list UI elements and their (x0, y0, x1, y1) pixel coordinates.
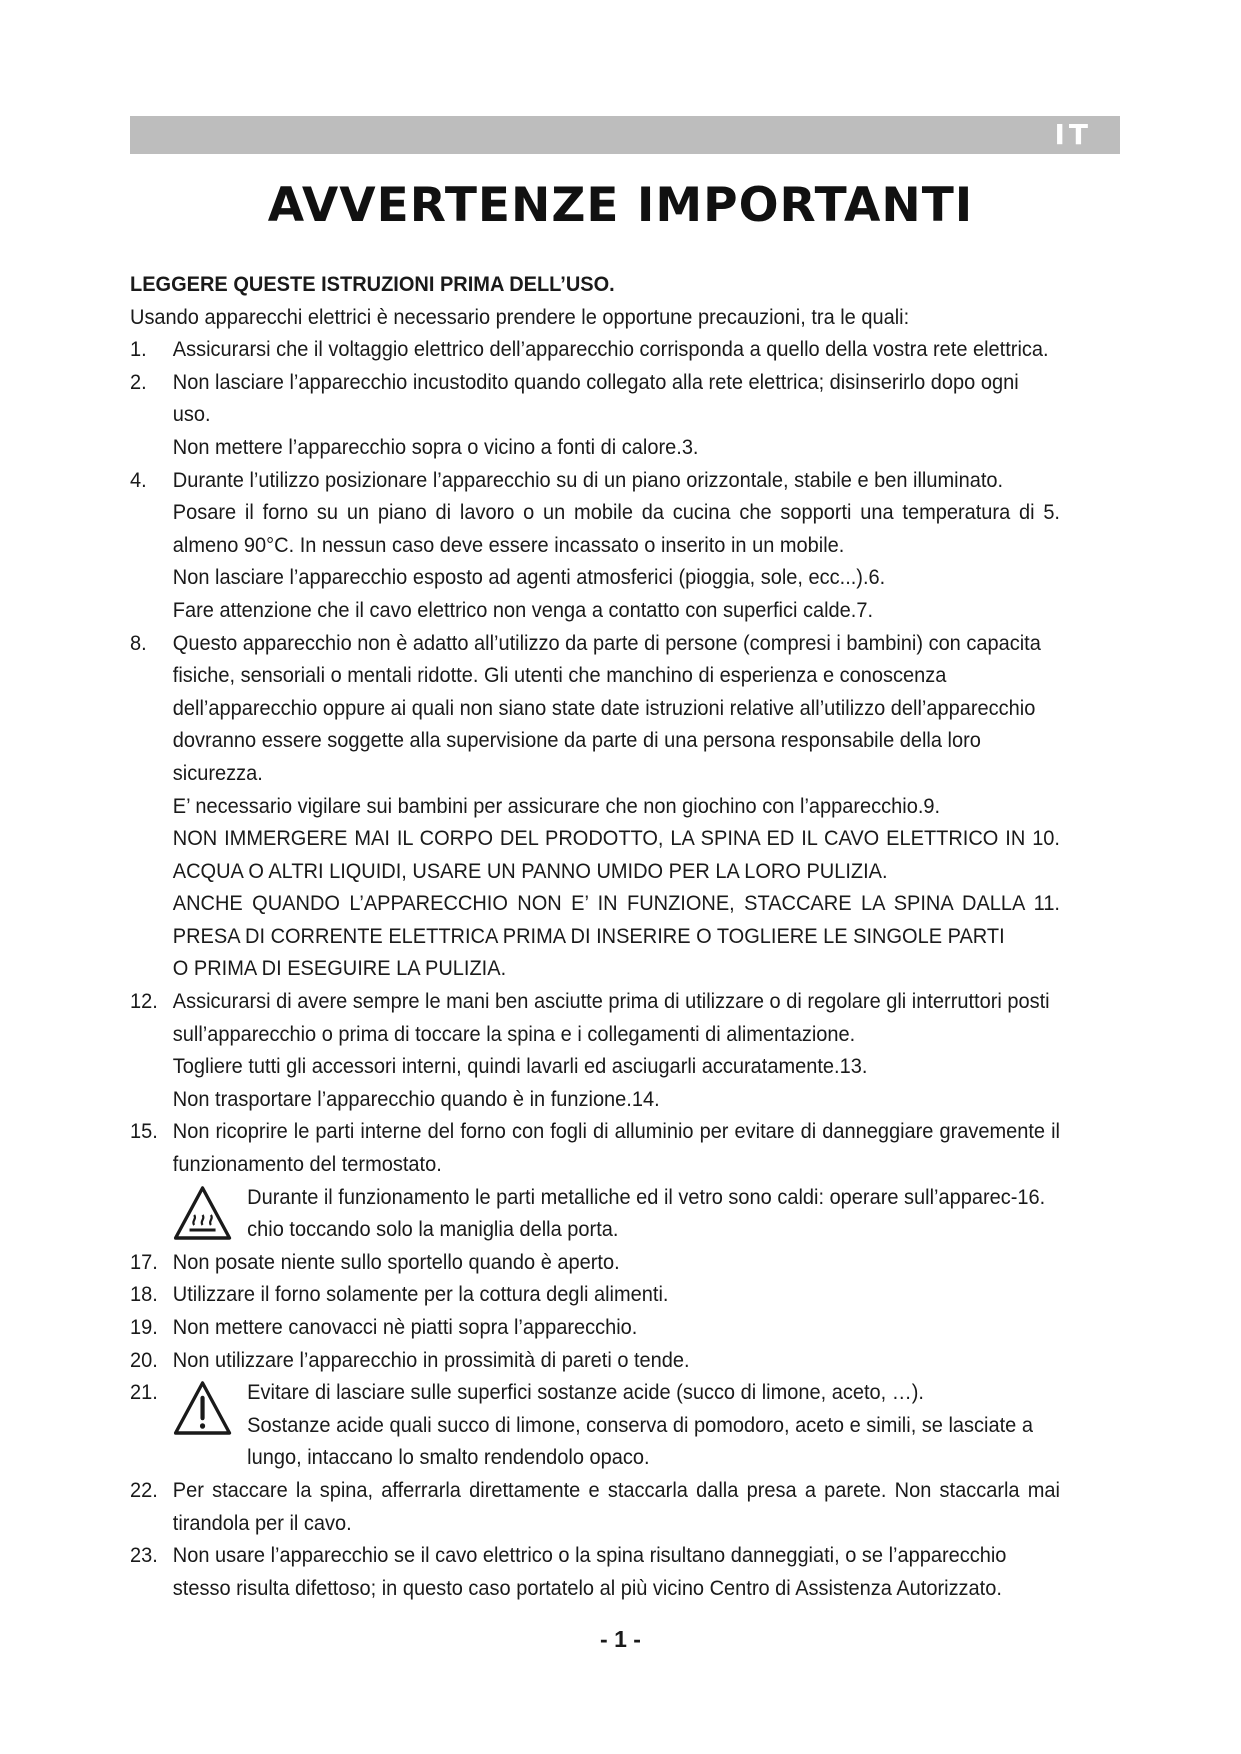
item-text: Utilizzare il forno solamente per la cottura degli alimenti. (172, 1282, 669, 1307)
item-text: Non mettere l’apparecchio sopra o vicino a fonti di calore.3. (172, 434, 699, 459)
item-number: 22. (130, 1477, 158, 1502)
item-number: 12. (130, 989, 158, 1014)
item-number: 17. (130, 1249, 158, 1274)
list-item (130, 1181, 1060, 1246)
list-item (130, 1344, 1060, 1377)
item-text: Assicurarsi che il voltaggio elettrico dell’apparecchio corrisponda a quello della vostra rete elettrica. (172, 337, 1049, 362)
item-text: Evitare di lasciare sulle superfici sostanze acide (succo di limone, aceto, …). (247, 1380, 924, 1405)
item-text: Fare attenzione che il cavo elettrico non venga a contatto con superfici calde.7. (172, 597, 874, 622)
item-number: 15. (130, 1119, 158, 1144)
item-text: Durante il funzionamento le parti metalliche ed il vetro sono caldi: operare sull’apparec-16. chio toccando solo la maniglia della porta. (247, 1184, 1046, 1242)
item-number: 18. (130, 1282, 158, 1307)
language-bar (130, 116, 1120, 154)
item-number: 8. (130, 630, 147, 655)
item-text-group (247, 1376, 1060, 1474)
list-item (130, 627, 1060, 790)
item-number: 4. (130, 467, 147, 492)
item-number: 23. (130, 1543, 158, 1568)
list-item (130, 333, 1060, 366)
page-title: AVVERTENZE IMPORTANTI (267, 178, 974, 233)
item-text: Non usare l’apparecchio se il cavo elettrico o la spina risultano danneggiati, o se l’apparecchio stesso risulta difettoso; in questo caso portatelo al più vicino Centro di Assistenza Autorizzato. (172, 1543, 1007, 1600)
item-text: Non ricoprire le parti interne del forno con fogli di alluminio per evitare di danneggiare gravemente il funzionamento del termostato. (172, 1119, 1060, 1177)
item-text: Togliere tutti gli accessori interni, quindi lavarli ed asciugarli accuratamente.13. (172, 1054, 868, 1079)
item-number: 20. (130, 1347, 158, 1372)
item-text: Non posate niente sullo sportello quando è aperto. (172, 1249, 620, 1274)
item-text: NON IMMERGERE MAI IL CORPO DEL PRODOTTO, LA SPINA ED IL CAVO ELETTRICO IN 10. ACQUA O ALTRI LIQUIDI, USARE UN PANNO UMIDO PER LA LORO PULIZIA. (172, 826, 1060, 883)
list-item (130, 1278, 1060, 1311)
language-code: IT (1054, 118, 1092, 151)
item-text: Non lasciare l’apparecchio esposto ad agenti atmosferici (pioggia, sole, ecc...).6. (172, 565, 886, 590)
list-item (130, 1376, 1060, 1474)
caution-warning-icon (173, 1376, 247, 1474)
item-text: Non mettere canovacci nè piatti sopra l’apparecchio. (172, 1315, 638, 1339)
item-number: 2. (130, 369, 147, 394)
list-item (130, 366, 1060, 431)
intro-text: Usando apparecchi elettrici è necessario prendere le opportune precauzioni, tra le quali: (130, 304, 910, 329)
item-number: 19. (130, 1315, 158, 1339)
hot-surface-warning-icon (173, 1181, 247, 1246)
item-text: Non trasportare l’apparecchio quando è in funzione.14. (172, 1086, 660, 1111)
item-number: 1. (130, 337, 147, 362)
item-text: Assicurarsi di avere sempre le mani ben asciutte prima di utilizzare o di regolare gli interruttori posti sull’apparecchio o prima di toccare la spina e i collegamenti di alimentazione. (172, 989, 1050, 1046)
item-text: Non utilizzare l’apparecchio in prossimità di pareti o tende. (172, 1347, 690, 1372)
list-item (130, 985, 1060, 1050)
item-text: Durante l’utilizzo posizionare l’apparecchio su di un piano orizzontale, stabile e ben illuminato. (172, 467, 1004, 492)
warnings-list (130, 268, 1060, 1604)
list-item (130, 1115, 1060, 1180)
intro-heading: LEGGERE QUESTE ISTRUZIONI PRIMA DELL’USO. (130, 272, 615, 296)
list-item (130, 1474, 1060, 1539)
list-item (130, 1539, 1060, 1604)
item-text: Posare il forno su un piano di lavoro o un mobile da cucina che sopporti una temperatura di 5. almeno 90°C. In nessun caso deve essere incassato o inserito in un mobile. (172, 500, 1060, 557)
list-item (130, 1311, 1060, 1344)
item-text: O PRIMA DI ESEGUIRE LA PULIZIA. (172, 956, 507, 981)
item-text: Questo apparecchio non è adatto all’utilizzo da parte di persone (compresi i bambini) con capacita fisiche, sensoriali o mentali ridotte. Gli utenti che manchino di esperienza e conoscenza dell’apparecchio oppure ai quali non siano state date istruzioni relative all’utilizzo dell’apparecchio dovranno essere soggette alla supervisione da parte di una persona responsabile della loro sicurezza. (172, 630, 1041, 785)
list-item (130, 464, 1060, 497)
item-text: Non lasciare l’apparecchio incustodito quando collegato alla rete elettrica; disinserirlo dopo ogni uso. (172, 369, 1019, 427)
item-text: E’ necessario vigilare sui bambini per assicurare che non giochino con l’apparecchio.9. (172, 793, 941, 818)
list-item (130, 1246, 1060, 1279)
item-number: 21. (130, 1380, 158, 1405)
item-text: Sostanze acide quali succo di limone, conserva di pomodoro, aceto e simili, se lasciate a lungo, intaccano lo smalto rendendolo opaco. (247, 1412, 1033, 1470)
item-text: Per staccare la spina, afferrarla direttamente e staccarla dalla presa a parete. Non staccarla mai tirandola per il cavo. (172, 1477, 1060, 1535)
item-text: ANCHE QUANDO L’APPARECCHIO NON E’ IN FUNZIONE, STACCARE LA SPINA DALLA 11. PRESA DI CORRENTE ELETTRICA PRIMA DI INSERIRE O TOGLIERE LE SINGOLE PARTI (172, 891, 1060, 948)
page-number: - 1 - (600, 1626, 641, 1652)
